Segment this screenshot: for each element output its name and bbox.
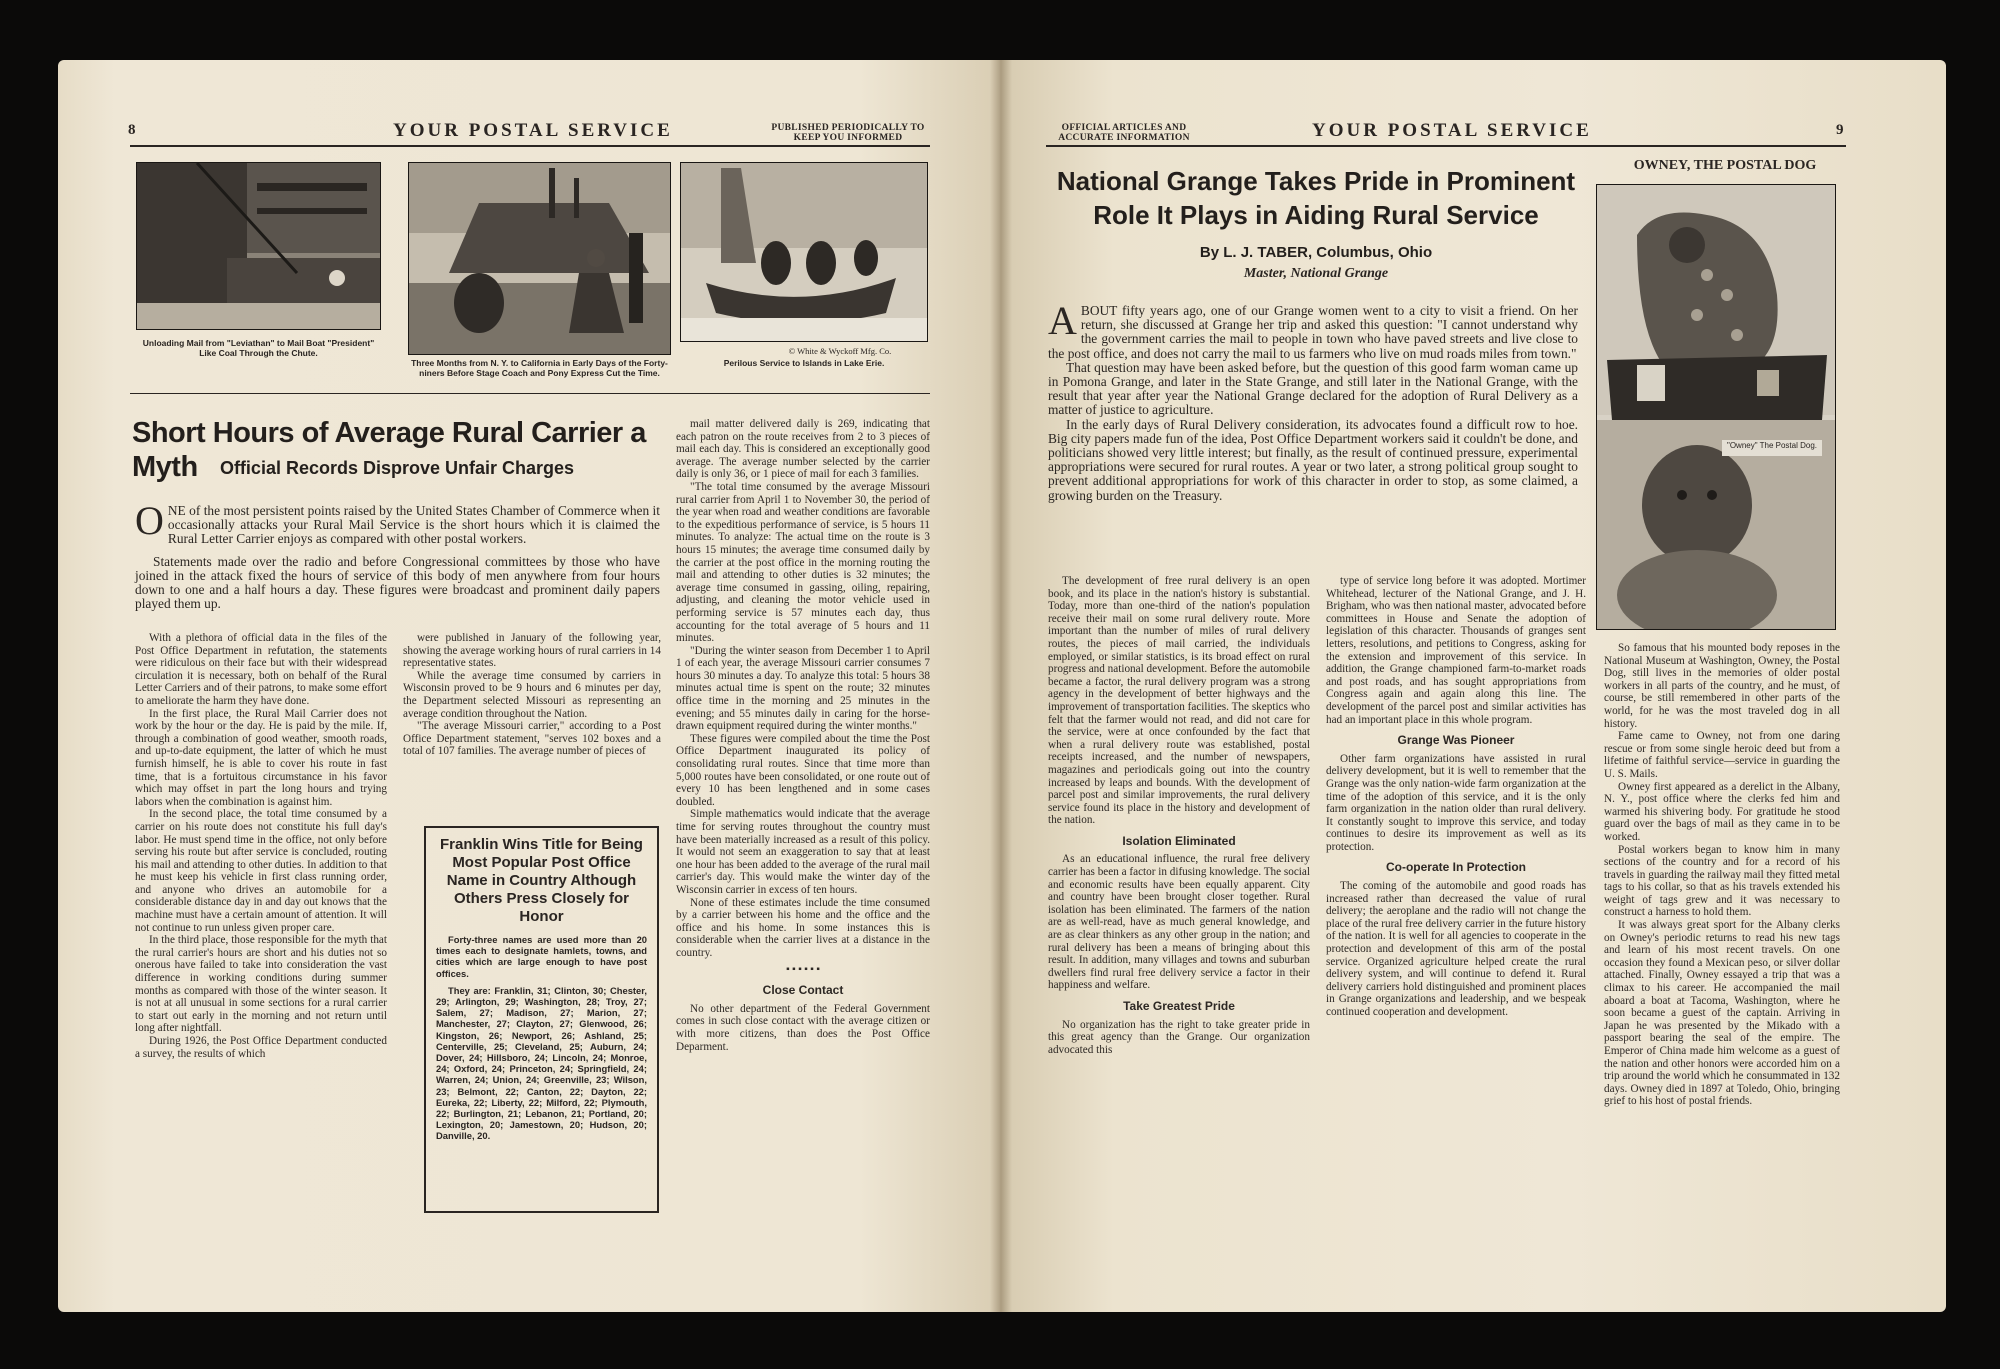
binding-gutter — [990, 60, 1012, 1312]
right-lead-text-2: That question may have been asked before, but the question of this good farm woman came up in Pomona Grange, and later in the State Grange, and still later in the National Grange, with the result that year after year the National Grange declared for the adoption of Rural Delivery as a matter of justice to agriculture. — [1048, 359, 1578, 418]
photo-lake-erie-caption: Perilous Service to Islands in Lake Erie. — [723, 358, 885, 368]
owney-paragraph: It was always great sport for the Albany clerks on Owney's periodic returns to read his new tags and learn of his most recent travels. On one occasion they found a Mexican peso, or silver dollar attached. Finally, Owney essayed a trip that was a climax to his career. He accompanied the mail aboard a boat at Tacoma, Washington, where he soon became a guest of the captain. Arriving in Japan he was presented by the Mikado with a passport bearing the seal of the empire. The Emperor of China made him welcome as a guest of the nation and other honors were accorded him on a trip around the world which he consummated in 132 days. Owney died in 1897 at Toledo, Ohio, bringing grief to his host of postal friends. — [1604, 919, 1840, 1108]
close-contact-text: No other department of the Federal Government comes in such close contact with the average citizen or with more citizens, than does the Post Office Deparment. — [676, 1002, 930, 1053]
photo-leviathan-caption: Unloading Mail from "Leviathan" to Mail Boat "President" Like Coal Through the Chute. — [142, 338, 375, 358]
owney-photo — [1596, 184, 1836, 630]
isolation-text: As an educational influence, the rural free delivery carrier has been a factor in difusing knowledge. The social and economic results have been equally apparent. City and country have been brought closer together. Rural isolation has been eliminated. The farmers of the nation are as well-read, have as much general knowledge, and are as clear thinkers as any other group in the nation; and rural delivery has been a means of bringing about this result. In addition, many villages and towns and suburban dwellers find rural free delivery service a factor in their happiness and welfare. — [1048, 853, 1310, 992]
separator-dots: ▪ ▪ ▪ ▪ ▪ ▪ — [786, 963, 820, 975]
owney-paragraph: Postal workers began to know him in many sections of the country and for a record of his travels in guarding the railway mail they fitted metal tags to his collar, so that as his travels extended his weight of tags grew and it was necessary to construct a harness to hold them. — [1604, 843, 1840, 919]
franklin-sidebar-box — [424, 826, 659, 1213]
forty-niners-illustration — [409, 163, 671, 355]
isolation-heading: Isolation Eliminated — [1122, 833, 1236, 848]
left-header-rule — [130, 145, 930, 147]
col1-paragraph: With a plethora of official data in the files of the Post Office Department in refutation, the statements were ridiculous on their face but with their widespread circulation it is necessary, both on behalf of the Rural Letter Carriers and of their patrons, to make some effort to ameliorate the harm they have done. — [135, 632, 387, 707]
right-col2-text: type of service long before it was adopted. Mortimer Whitehead, lecturer of the National Grange, and J. H. Brigham, who was then national master, advocated before committees in House and Senate the adoption of legislation of this character. Thousands of granges sent letters, resolutions, and petitions to Congress, asking for the extension and improvement of this service. In addition, the Grange championed farm-to-market roads and post roads, and has sought appropriations from Congress again and again along this line. The development of the parcel post and similar activities has had an important place in this whole program. — [1326, 575, 1586, 726]
franklin-box-title: Franklin Wins Title for Being Most Popular Post Office Name in Country Although Others Press Closely for Honor — [440, 836, 643, 925]
owney-paragraph: Fame came to Owney, not from one daring rescue or from some single heroic deed but from a lifetime of faithful service—service in guarding the U. S. Mails. — [1604, 730, 1840, 780]
cooperate-text: The coming of the automobile and good roads has increased rather than decreased the value of rural delivery; the aeroplane and the radio will not change the place of the rural free delivery carrier in the future history of the nation. It is well for all agencies to cooperate in the protection and development of this arm of the postal service. Organized agriculture helped create the rural delivery system, and will continue to defend it. Rural delivery carriers hold distinguished and prominent places in Grange organizations and leadership, and we bespeak continued cooperation and development. — [1326, 880, 1586, 1018]
owney-sidebar-title: OWNEY, THE POSTAL DOG — [1633, 158, 1817, 173]
left-page-number: 8 — [128, 122, 136, 138]
col2-paragraph: While the average time consumed by carriers in Wisconsin proved to be 9 hours and 6 minutes per day, the Department selected Missouri as representing an average condition throughout the Nation. — [403, 669, 661, 720]
right-masthead: YOUR POSTAL SERVICE — [1312, 120, 1592, 141]
col1-paragraph: During 1926, the Post Office Department conducted a survey, the results of which — [135, 1035, 387, 1060]
left-lead-text-1: NE of the most persistent points raised by the United States Chamber of Commerce when it occasionally attacks your Rural Mail Service is the short hours which it is claimed the Rural Letter Carrier enjoys as compared with other postal workers. — [167, 503, 660, 547]
col3-paragraph: mail matter delivered daily is 269, indicating that each patron on the route receives from 2 to 3 pieces of mail each day. This is considered an exceptionally good average. The average number selected by the carrier daily is only 36, or 1 piece of mail for each 3 families. — [676, 418, 930, 481]
right-article-column-1 — [1048, 575, 1310, 1056]
owney-photo-label: "Owney" The Postal Dog. — [1726, 441, 1818, 450]
right-page-number: 9 — [1836, 122, 1844, 138]
owney-sidebar-text — [1604, 642, 1840, 1108]
col3-paragraph: "During the winter season from December 1 to April 1 of each year, the average Missouri carrier consumes 7 hours 30 minutes a day. To analyze this total: 5 hours 38 minutes actual time is spent on the route; 32 minutes office time in the morning and 25 minutes in the evening; and 55 minutes daily in caring for the horse-drawn equipment required during the winter months." — [676, 644, 930, 733]
right-article-column-2 — [1326, 575, 1586, 1019]
right-lead-text-3: In the early days of Rural Delivery consideration, its advocates found a difficult row to hoe. Big city papers made fun of the idea, Post Office Department workers said it couldn't be done, and politicians showed very little interest; but finally, as the result of continued pressure, experimental appropriations were secured for rural routes. A year or two later, a strong political group sought to prevent additional appropriations for work of this character in order to stop, as some claimed, a growing burden on the Treasury. — [1048, 416, 1578, 503]
pioneer-heading: Grange Was Pioneer — [1397, 733, 1515, 748]
franklin-box-intro: Forty-three names are used more than 20 times each to designate hamlets, towns, and cities which are large enough to have post offices. — [436, 934, 647, 979]
greatest-pride-heading: Take Greatest Pride — [1123, 999, 1235, 1013]
franklin-box-list: They are: Franklin, 31; Clinton, 30; Chester, 29; Arlington, 29; Washington, 28; Troy, 27; Salem, 27; Madison, 27; Marion, 27; Manchester, 27; Clayton, 27; Glenwood, 26; Kingston, 26; Newport, 26; Ashland, 25; Centerville, 25; Cleveland, 25; Auburn, 24; Dover, 24; Hillsboro, 24; Lincoln, 24; Monroe, 24; Oxford, 24; Princeton, 24; Springfield, 24; Warren, 24; Union, 24; Greenville, 23; Wilson, 23; Belmont, 22; Canton, 22; Dayton, 22; Eureka, 22; Liberty, 22; Milford, 22; Plymouth, 22; Burlington, 21; Lebanon, 21; Portland, 20; Lexington, 20; Jamestown, 20; Hudson, 20; Danville, 20. — [436, 984, 647, 1142]
col1-paragraph: In the third place, those responsible for the myth that the rural carrier's hours are short and his duties not so onerous have failed to take into consideration the vast difference in working conditions during summer months as compared with those of the winter season. It is not at all unusual in some sections for a rural carrier to start out early in the morning and not return until long after nightfall. — [135, 934, 387, 1035]
owney-dog-illustration — [1597, 185, 1836, 630]
right-lead-text-1: BOUT fifty years ago, one of our Grange women went to a city to visit a friend. On her return, she discussed at Grange her trip and asked this question: "I cannot understand why the government carries the mail to people in town who have paved streets and live close to the post office, and does not carry the mail to us farmers who live on mud roads miles from town." — [1048, 303, 1578, 361]
photo-credit: © White & Wyckoff Mfg. Co. — [788, 346, 892, 356]
photo-section-rule — [130, 393, 930, 394]
left-article-column-1 — [135, 632, 387, 1060]
left-article-headline: Short Hours of Average Rural Carrier a Myth — [132, 417, 646, 483]
right-article-byline: By L. J. TABER, Columbus, Ohio — [1199, 244, 1433, 261]
franklin-box-text — [436, 934, 647, 1142]
left-article-column-3 — [676, 418, 930, 1053]
right-header-rule — [1046, 145, 1846, 147]
leviathan-ship-illustration — [137, 163, 381, 330]
cooperate-heading: Co-operate In Protection — [1385, 860, 1526, 875]
photo-forty-niners — [408, 162, 671, 355]
col2-paragraph: "The average Missouri carrier," according to a Post Office Department statement, "serves 102 boxes and a total of 107 families. The average number of pieces of — [403, 720, 661, 758]
right-article-lead — [1048, 298, 1578, 503]
col3-paragraph: Simple mathematics would indicate that the average time for serving routes throughout the country must have been materially increased as a result of this policy. It would not seem an exaggeration to say that at least one hour has been added to the average of the rural mail carrier's day. This would make the winter day of the Wisconsin carrier in excess of ten hours. — [676, 808, 930, 896]
left-masthead: YOUR POSTAL SERVICE — [393, 120, 673, 141]
col1-paragraph: In the second place, the total time consumed by a carrier on his route does not constitute his full day's labor. He must spend time in the office, not only before serving his route but after service is concluded, routing his mail and attending to other duties. In addition to that he must keep his vehicle in first class running order, and anyone who drives an automobile for a considerable distance day in and day out knows that the machine must have a certain amount of attention. It will not continue to run unless given proper care. — [135, 808, 387, 934]
right-tagline: OFFICIAL ARTICLES AND ACCURATE INFORMATION — [1058, 123, 1190, 143]
left-article-column-2 — [403, 632, 661, 758]
left-lead-text-2: Statements made over the radio and before Congressional committees by those who have joined in the attack fixed the hours of service of this body of men anywhere from four hours down to one and a half hours a day. These figures were broadcast and prominent daily papers played them up. — [135, 553, 660, 612]
owney-paragraph: Owney first appeared as a derelict in the Albany, N. Y., post office where the clerks fed him and warmed his shivering body. For gratitude he stood guard over the bags of mail as they came in to be worked. — [1604, 780, 1840, 843]
pioneer-text: Other farm organizations have assisted in rural delivery development, but it is well to remember that the Grange was the only nation-wide farm organization at the time of the adoption of this service, and it is the only farm organization in the nation older than rural delivery. It constantly sought to improve this service, and today continues to desire its improvement as well as its protection. — [1326, 752, 1586, 853]
left-article-subheadline: Official Records Disprove Unfair Charges — [219, 458, 575, 478]
right-col1-text: The development of free rural delivery is an open book, and its place in the nation's history is substantial. Today, more than one-third of the nation's population receive their mail on some rural delivery route. More important than the number of miles of rural delivery routes, the pieces of mail carried, the individuals employed, or similar statistics, is its broad effect on rural progress and national development. Before the automobile became a factor, the rural delivery program was a strong agency in the development of better highways and the improvement of transportation facilities. The skeptics who felt that the farmer would not read, and did not care for the service, were at once confounded by the fact that when a rural delivery route was established, postal receipts increased, and the number of newspapers, magazines and periodicals going out into the country increased by leaps and bounds. With the development of parcel post and similar improvements, the rural delivery service found its place in the history and development of the nation. — [1048, 575, 1310, 827]
right-article-headline-2: Role It Plays in Aiding Rural Service — [1093, 200, 1539, 230]
greatest-pride-text: No organization has the right to take greater pride in this great agency than the Grange. Our organization advocated this — [1048, 1018, 1310, 1056]
close-contact-heading: Close Contact — [762, 983, 844, 998]
col2-paragraph: were published in January of the following year, showing the average working hours of rural carriers in 14 representative states. — [403, 632, 661, 670]
right-article-byline-title: Master, National Grange — [1243, 266, 1389, 281]
photo-forty-niners-caption: Three Months from N. Y. to California in Early Days of the Forty-niners Before Stage Coach and Pony Express Cut the Time. — [411, 358, 668, 378]
left-tagline: PUBLISHED PERIODICALLY TO KEEP YOU INFORMED — [771, 123, 925, 143]
col3-paragraph: "The total time consumed by the average Missouri rural carrier from April 1 to November 30, the period of the year when road and weather conditions are favorable to the expeditious performance of service, is 5 hours 11 minutes. To analyze: The actual time on the route is 3 hours 15 minutes; the average time consumed daily by the carrier at the post office in the morning routing the mail and attending to other duties is 32 minutes; the average time consumed in gassing, oiling, repairing, adjusting, and cleaning the motor vehicle used in performing service is 57 minutes each day, thus accounting for the total average of 5 hours and 11 minutes. — [676, 480, 930, 645]
photo-leviathan — [136, 162, 381, 330]
col3-paragraph: These figures were compiled about the time the Post Office Department inaugurated its policy of consolidating rural routes. Since that time more than 5,000 routes have been consolidated, or one route out of every 10 has been lengthened and in some cases doubled. — [676, 732, 930, 808]
col3-paragraph: None of these estimates include the time consumed by a carrier between his home and the office and the office and his home. In some instances this is considerable when the carrier lives at a distance in the country. — [676, 896, 930, 959]
col1-paragraph: In the first place, the Rural Mail Carrier does not work by the hour or the day. He is paid by the mile. If, through a combination of good weather, smooth roads, and up-to-date equipment, the latter of which he must furnish himself, he is able to cover his route in fast time, that is a fortuitous circumstance in his favor which may offset in part the long hours and trying labors when the combination is against him. — [135, 707, 387, 808]
right-article-headline-1: National Grange Takes Pride in Prominent — [1056, 166, 1576, 196]
lake-erie-boat-illustration — [681, 163, 928, 342]
left-dropcap: O — [135, 498, 164, 543]
left-article-lead — [135, 498, 660, 612]
owney-paragraph: So famous that his mounted body reposes in the National Museum at Washington, Owney, the Postal Dog, still lives in the memories of older postal workers in all parts of the country, and he must, of course, be still remembered in other parts of the world, for he was the most traveled dog in all history. — [1604, 642, 1840, 730]
photo-lake-erie — [680, 162, 928, 342]
right-dropcap: A — [1048, 298, 1077, 343]
